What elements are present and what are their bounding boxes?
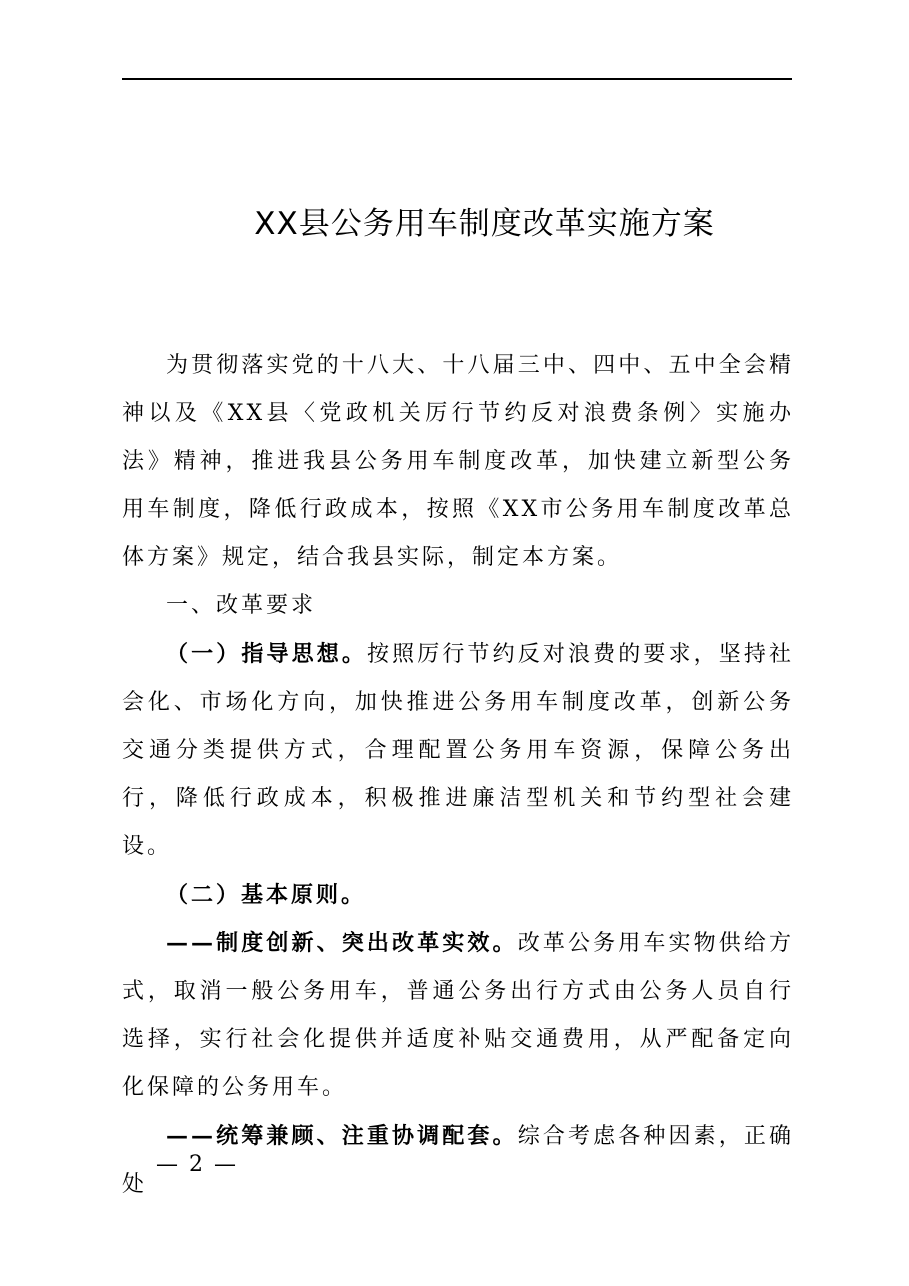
basic-principles-heading: （二）基本原则。 bbox=[166, 882, 367, 908]
intro-paragraph: 为贯彻落实党的十八大、十八届三中、四中、五中全会精神以及《XX县〈党政机关厉行节约反对浪费条例〉实施办法》精神，推进我县公务用车制度改革，加快建立新型公务用车制度，降低行政成本，按照《XX市公务用车制度改革总体方案》规定，结合我县实际，制定本方案。 bbox=[122, 353, 794, 570]
principle-text: 改革公务用车实物供给方式，取消一般公务用车，普通公务出行方式由公务人员自行选择，实行社会化提供并适度补贴交通费用，从严配备定向化保障的公务用车。 bbox=[122, 931, 794, 1100]
guiding-ideology-paragraph bbox=[122, 630, 794, 871]
document-body bbox=[122, 342, 794, 1209]
principle-heading: ——统筹兼顾、注重协调配套。 bbox=[166, 1123, 518, 1149]
principle-text: 综合考虑各种因素，正确处 bbox=[122, 1124, 794, 1197]
guiding-ideology-text: 按照厉行节约反对浪费的要求，坚持社会化、市场化方向，加快推进公务用车制度改革，创新公务交通分类提供方式，合理配置公务用车资源，保障公务出行，降低行政成本，积极推进廉洁型机关和节约型社会建设。 bbox=[122, 642, 794, 859]
principle-paragraph bbox=[122, 919, 794, 1112]
principle-heading: ——制度创新、突出改革实效。 bbox=[166, 930, 518, 956]
section-heading-reform-requirements: 一、改革要求 bbox=[166, 593, 317, 618]
guiding-ideology-heading: （一）指导思想。 bbox=[166, 641, 367, 667]
header-rule bbox=[122, 78, 792, 80]
page-number: — 2 — bbox=[156, 1152, 238, 1177]
document-title: XX县公务用车制度改革实施方案 bbox=[254, 206, 715, 242]
